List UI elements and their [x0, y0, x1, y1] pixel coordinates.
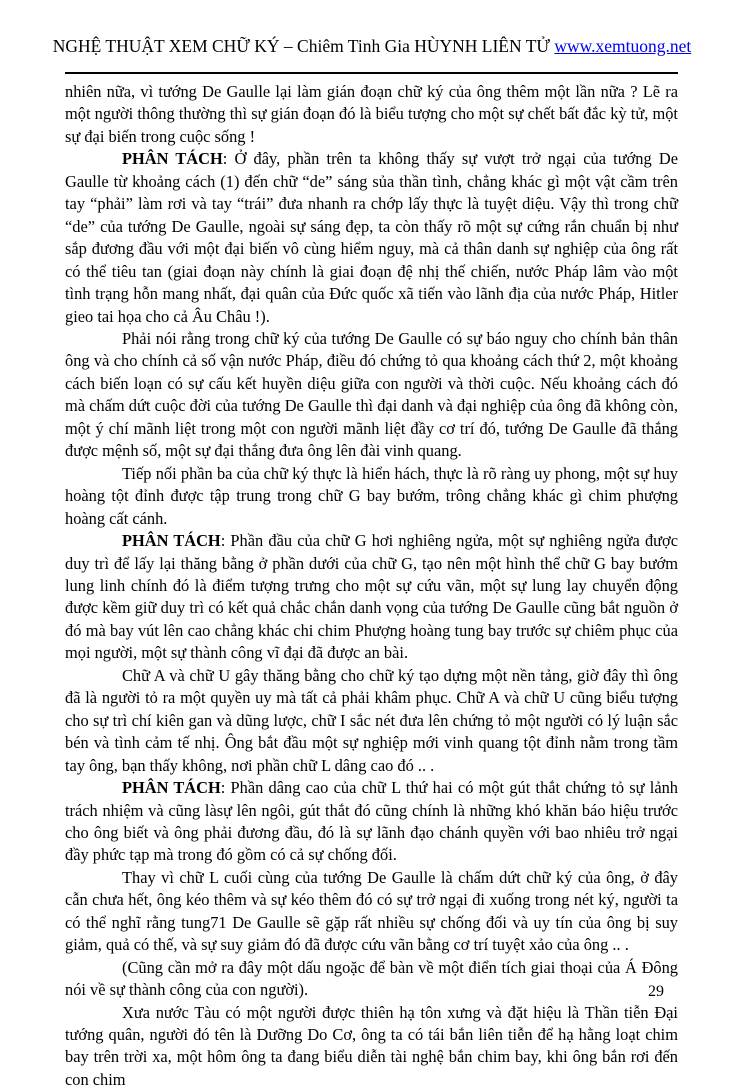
phan-tach-label: PHÂN TÁCH [122, 149, 223, 169]
paragraph [65, 463, 678, 530]
paragraph-text: nhiên nữa, vì tướng De Gaulle lại làm gián đoạn chữ ký của ông thêm một lần nữa ? Lẽ ra một người thông thường thì sự gián đoạn đó là biểu tượng cho một sự chết bất đắc kỳ tử, một sự đại biến trong cuộc sống ! [65, 82, 678, 146]
document-body [65, 81, 678, 1091]
paragraph-text: Phải nói rằng trong chữ ký của tướng De Gaulle có sự báo nguy cho chính bản thân ông và cho chính cả số vận nước Pháp, điều đó chứng tỏ qua khoảng cách thứ 2, một khoảng cách biến loạn có sự cấu kết huyền diệu giữa con người và thời cuộc. Nếu khoảng cách đó mà chấm dứt cuộc đời của tướng De Gaulle thì đại danh và đại nghiệp của ông đã không còn, một ý chí mãnh liệt trong một con người mãnh liệt đầy cơ trí đó, tướng De Gaulle đã thắng được mệnh số, một sự đại thắng đưa ông lên đài vinh quang. [65, 328, 678, 461]
paragraph [65, 665, 678, 777]
paragraph-text: : Ở đây, phần trên ta không thấy sự vượt trở ngại của tướng De Gaulle từ khoảng cách (1) đến chữ “de” sáng sủa thần tình, chẳng khác gì một vật cầm trên tay “phải” làm rơi và tay “trái” đưa nhanh ra chớp lấy thực là tuyệt diệu. Vậy thì trong chữ “de” của tướng De Gaulle, ngoài sự sáng đẹp, ta còn thấy rõ một sự cứng rắn chuẩn bị như sắp đương đầu với một đại biến vô cùng hiểm nguy, mà cả thân danh sự nghiệp của ông rất có thể tiêu tan (giai đoạn này chính là giai đoạn đệ nhị thế chiến, nước Pháp lâm vào một tình trạng hỗn mang nhất, đại quân của Đức quốc xã tiến vào lãnh địa của nước Pháp, Hitler gieo tai họa cho cả Âu Châu !). [65, 149, 679, 326]
paragraph-text: Tiếp nối phần ba của chữ ký thực là hiển hách, thực là rõ ràng uy phong, một sự huy hoàng tột đỉnh được tập trung trong chữ G bay bướm, trông chẳng khác gì chim phượng hoàng cất cánh. [65, 463, 678, 528]
phan-tach-label: PHÂN TÁCH [122, 531, 221, 551]
page-number: 29 [648, 983, 664, 1000]
paragraph [65, 867, 678, 957]
paragraph-text: Chữ A và chữ U gây thăng bằng cho chữ ký tạo dựng một nền tảng, giờ đây thì ông đã là người tỏ ra một quyền uy mà tất cả phải khâm phục. Chữ A và chữ U cũng biểu tượng cho sự trì chí kiên gan và dũng lược, chữ I sắc nét đưa lên chứng tỏ một người có lý luận sắc bén và tình cảm tế nhị. Ông bắt đầu một sự nghiệp mới vinh quang tột đỉnh nằm trong tầm tay ông, bạn thấy không, nơi phần chữ L dâng cao đó .. . [65, 665, 678, 775]
paragraph-text: Thay vì chữ L cuối cùng của tướng De Gaulle là chấm dứt chữ ký của ông, ở đây cẫn chưa hết, ông kéo thêm và sự kéo thêm đó có sự trở ngại đi xuống trong nét ký, người ta có thể nghĩ rằng tung71 De Gaulle sẽ gặp rất nhiều sự chống đối và uy tín của ông bị suy giảm, quả có thế, và sự suy giảm đó đã được cứu vãn bằng cơ trí tuyệt xảo của ông .. . [65, 867, 678, 955]
phan-tach-label: PHÂN TÁCH [122, 778, 221, 798]
paragraph-text: : Phần đầu của chữ G hơi nghiêng ngửa, một sự nghiêng ngửa được duy trì để lấy lại thăng bằng ở phần dưới của chữ G, tạo nên một hình thể chữ G bay bướm lung linh chính đó là điểm tượng trưng cho một sự cứu vãn, một sự lung lay chuyển động được kềm giữ duy trì có kết quả chắc chắn danh vọng của tướng De Gaulle cũng bắt nguồn ở đó mà bay vút lên cao chẳng khác chi chim Phượng hoàng tung bay trước sự chiêm phục của mọi người, một sự thành công vĩ đại đã được an bài. [65, 531, 679, 663]
paragraph [65, 81, 678, 148]
header-divider [65, 72, 678, 74]
paragraph [65, 957, 678, 1002]
paragraph [65, 777, 678, 867]
paragraph-text: : Phần dâng cao của chữ L thứ hai có một gút thắt chứng tỏ sự lảnh trách nhiệm và cũng làsự lên ngôi, gút thắt đó cũng chính là những khó khăn báo hiệu trước cho ông biết và ông phải đương đầu, đó là sự lãnh đạo chánh quyền với bao nhiêu trở ngại đầy phức tạp mà trong đó gồm có cả sự chống đối. [65, 778, 678, 865]
paragraph [65, 530, 678, 665]
page-header [0, 36, 744, 57]
paragraph-text: Xưa nước Tàu có một người được thiên hạ tôn xưng và đặt hiệu là Thần tiễn Đại tướng quân, người đó tên là Dưỡng Do Cơ, ông ta có tái bắn liên tiễn để hạ hằng loạt chim bay trên trời xa, một hôm ông ta đang biểu diễn tài nghệ bắn chim bay, khi ông bắn rơi đến con chim [65, 1002, 678, 1089]
paragraph [65, 328, 678, 463]
header-title: NGHỆ THUẬT XEM CHỮ KÝ – Chiêm Tinh Gia HÙYNH LIÊN TỬ [52, 36, 555, 56]
header-link[interactable]: www.xemtuong.net [554, 36, 692, 56]
paragraph [65, 1002, 678, 1091]
paragraph [65, 148, 678, 328]
paragraph-text: (Cũng cần mở ra đây một dấu ngoặc để bàn về một điển tích giai thoại của Á Đông nói về sự thành công của con người). [65, 957, 678, 1000]
